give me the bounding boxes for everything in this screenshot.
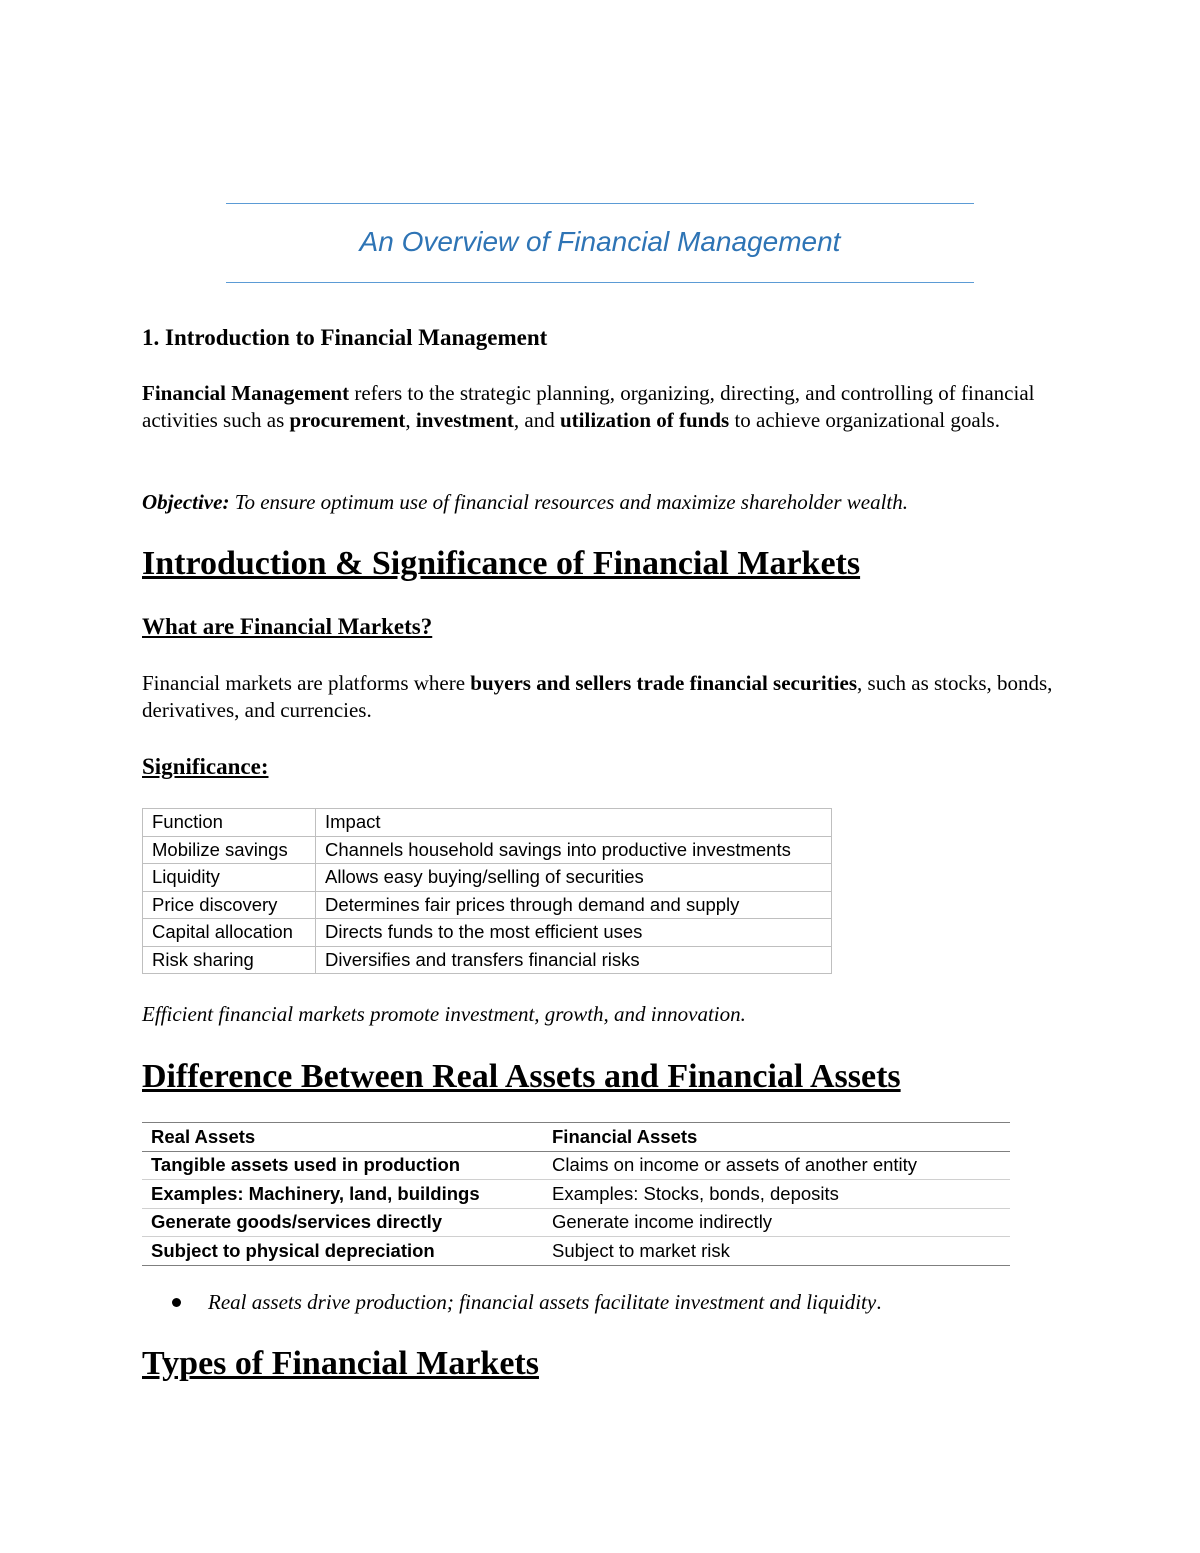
table-row bbox=[143, 836, 832, 864]
table-row bbox=[143, 919, 832, 947]
term-investment: investment bbox=[415, 408, 514, 432]
bullet-period: . bbox=[876, 1290, 882, 1314]
section-heading-financial-markets: Introduction & Significance of Financial Markets bbox=[142, 545, 861, 582]
bullet-text: Real assets drive production; financial assets facilitate investment and liquidity bbox=[208, 1290, 877, 1314]
table-row bbox=[142, 1208, 1010, 1237]
bullet-list-item bbox=[172, 1289, 881, 1316]
objective-label: Objective: bbox=[142, 490, 230, 514]
table-cell: Directs funds to the most efficient uses bbox=[316, 919, 832, 947]
table-cell: Tangible assets used in production bbox=[142, 1151, 543, 1180]
table-header-cell: Impact bbox=[316, 809, 832, 837]
paragraph-text: , and bbox=[513, 408, 560, 432]
table-cell: Examples: Machinery, land, buildings bbox=[142, 1180, 543, 1209]
financial-markets-paragraph bbox=[142, 670, 1072, 724]
section-heading-types-of-markets: Types of Financial Markets bbox=[142, 1345, 539, 1382]
term-procurement: procurement bbox=[289, 408, 406, 432]
table-row bbox=[142, 1237, 1010, 1266]
markets-note: Efficient financial markets promote investment, growth, and innovation. bbox=[142, 1002, 746, 1026]
table-cell: Liquidity bbox=[143, 864, 316, 892]
table-cell: Risk sharing bbox=[143, 946, 316, 974]
table-cell: Determines fair prices through demand and supply bbox=[316, 891, 832, 919]
table-cell: Generate goods/services directly bbox=[142, 1208, 543, 1237]
paragraph-text: to achieve organizational goals. bbox=[729, 408, 1000, 432]
table-cell: Capital allocation bbox=[143, 919, 316, 947]
subheading-what-are-markets: What are Financial Markets? bbox=[142, 614, 433, 639]
table-row bbox=[143, 946, 832, 974]
title-rule-top bbox=[226, 203, 974, 204]
paragraph-text: Financial markets are platforms where bbox=[142, 671, 471, 695]
table-header-cell: Financial Assets bbox=[543, 1123, 1010, 1152]
table-row bbox=[142, 1180, 1010, 1209]
table-row bbox=[143, 891, 832, 919]
table-cell: Examples: Stocks, bonds, deposits bbox=[543, 1180, 1010, 1209]
term-buyers-sellers: buyers and sellers trade financial securities bbox=[470, 671, 858, 695]
term-financial-management: Financial Management bbox=[142, 381, 350, 405]
section-heading-real-vs-financial: Difference Between Real Assets and Financial Assets bbox=[142, 1058, 901, 1095]
table-row bbox=[142, 1151, 1010, 1180]
objective-text: To ensure optimum use of financial resources and maximize shareholder wealth. bbox=[229, 490, 909, 514]
document-title: An Overview of Financial Management bbox=[359, 226, 841, 257]
subheading-significance: Significance: bbox=[142, 754, 269, 779]
table-cell: Channels household savings into productive investments bbox=[316, 836, 832, 864]
paragraph-text: , bbox=[405, 408, 416, 432]
paragraph-text: , such as stocks, bonds, derivatives, and currencies. bbox=[142, 671, 1053, 722]
table-header-cell: Function bbox=[143, 809, 316, 837]
table-cell: Price discovery bbox=[143, 891, 316, 919]
table-cell: Subject to physical depreciation bbox=[142, 1237, 543, 1266]
table-row bbox=[143, 864, 832, 892]
paragraph-text: refers to the strategic planning, organizing, directing, and controlling of financial activities such as bbox=[142, 381, 1035, 432]
table-cell: Claims on income or assets of another entity bbox=[543, 1151, 1010, 1180]
table-header-cell: Real Assets bbox=[142, 1123, 543, 1152]
table-cell: Generate income indirectly bbox=[543, 1208, 1010, 1237]
table-header-row bbox=[143, 809, 832, 837]
section-heading-intro-fm: 1. Introduction to Financial Management bbox=[142, 325, 548, 350]
fm-definition-paragraph bbox=[142, 380, 1072, 434]
assets-comparison-table bbox=[142, 1122, 1010, 1266]
table-cell: Allows easy buying/selling of securities bbox=[316, 864, 832, 892]
table-cell: Diversifies and transfers financial risks bbox=[316, 946, 832, 974]
table-cell: Mobilize savings bbox=[143, 836, 316, 864]
significance-table bbox=[142, 808, 832, 974]
term-utilization-of-funds: utilization of funds bbox=[560, 408, 730, 432]
objective-line bbox=[142, 489, 1072, 516]
table-header-row bbox=[142, 1123, 1010, 1152]
title-rule-bottom bbox=[226, 282, 974, 283]
table-cell: Subject to market risk bbox=[543, 1237, 1010, 1266]
bullet-icon bbox=[172, 1298, 181, 1307]
